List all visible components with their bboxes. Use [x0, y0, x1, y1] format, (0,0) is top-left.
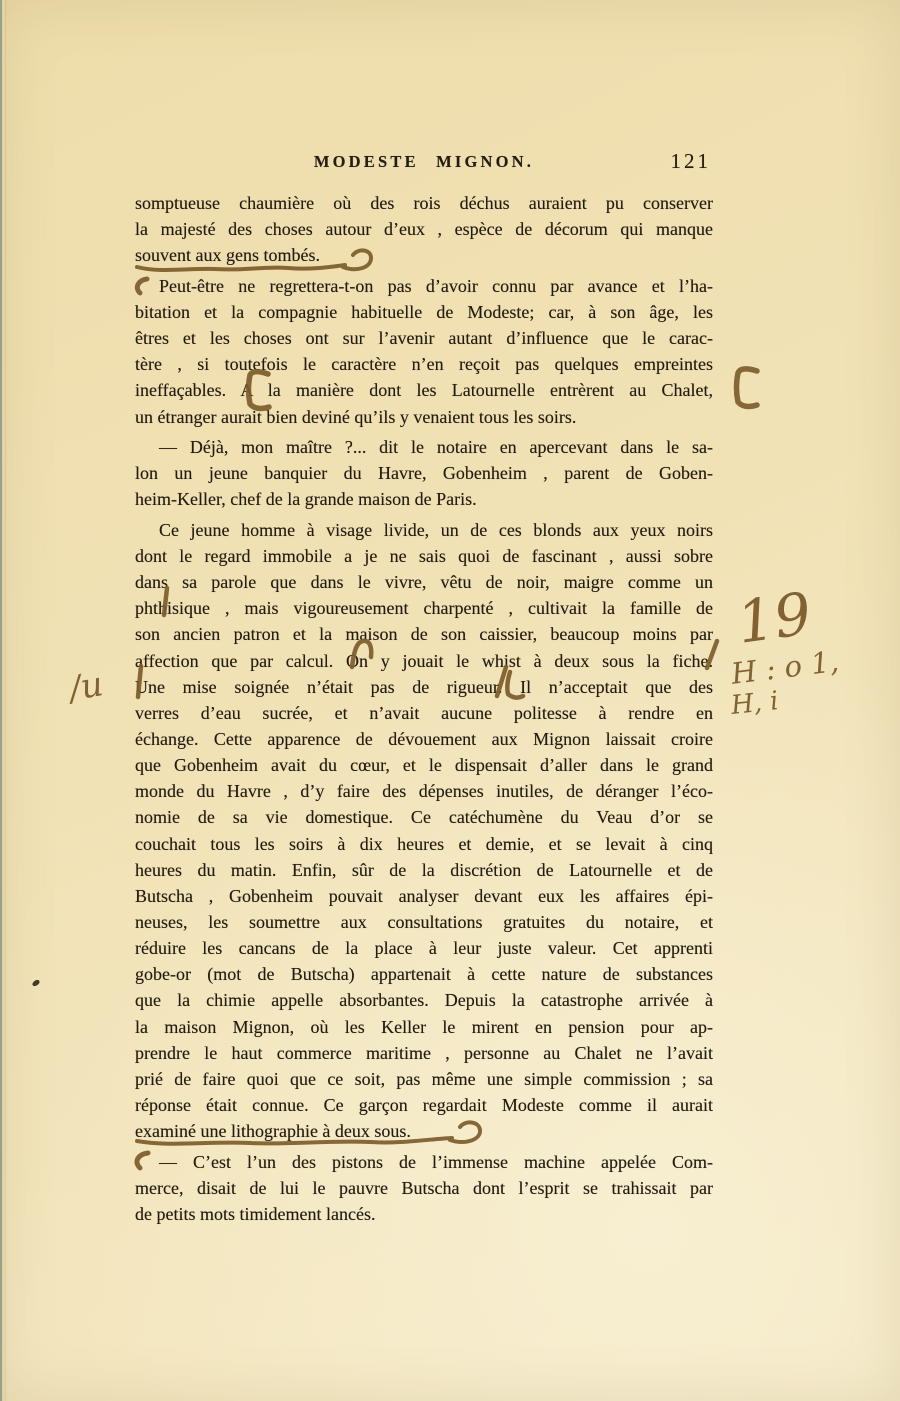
text-line: un étranger aurait bien deviné qu’ils y venaient tous les soirs. — [135, 406, 577, 427]
paragraph-4 — [135, 517, 713, 1144]
text-line: examiné une lithographie à deux sous. — [135, 1121, 411, 1142]
margin-note-19: 19 — [732, 579, 816, 657]
text-line: dont le regard immobile a je ne sais quoi de fascinant , aussi sobre — [135, 546, 713, 566]
text-line: êtres et les choses ont sur l’avenir autant d’influence que le carac- — [135, 328, 713, 349]
text-line: réponse était connue. Ce garçon regardait Modeste comme il aurait — [135, 1094, 713, 1115]
paragraph-3 — [135, 434, 713, 512]
text-line: la majesté des choses autour d’eux , espèce de décorum qui manque — [135, 219, 713, 240]
text-line: de petits mots timidement lancés. — [135, 1203, 376, 1224]
text-line: heures du matin. Enfin, sûr de la discrétion de Latournelle et de — [135, 859, 713, 880]
text-line: son ancien patron et la maison de son caissier, beaucoup moins par — [135, 624, 713, 645]
text-line: réduire les cancans de la place à leur juste valeur. Cet apprenti — [135, 938, 713, 959]
text-line: somptueuse chaumière où des rois déchus auraient pu conserver — [135, 193, 713, 213]
text-line: — C’est l’un des pistons de l’immense machine appelée Com- — [159, 1151, 713, 1172]
margin-note-h-i: H, i — [729, 686, 780, 721]
text-line: Butscha , Gobenheim pouvait analyser devant eux les affaires épi- — [135, 885, 713, 906]
text-line: Une mise soignée n’était pas de rigueur. Il n’acceptait que des — [135, 676, 713, 697]
text-block — [135, 190, 713, 1231]
text-line: couchait tous les soirs à dix heures et demie, et se levait à cinq — [135, 833, 713, 854]
text-line: souvent aux gens tombés. — [135, 245, 320, 266]
text-line: phthisique , mais vigoureusement charpenté , cultivait la famille de — [135, 598, 713, 619]
text-line: ineffaçables. A la manière dont les Latournelle entrèrent au Chalet, — [135, 380, 713, 401]
page-header — [135, 149, 713, 178]
text-line: que Gobenheim avait du cœur, et le dispensait d’aller dans le grand — [135, 755, 713, 776]
text-line: la maison Mignon, où les Keller le mirent en pension pour ap- — [135, 1016, 713, 1037]
text-line: affection que par calcul. On y jouait le whist à deux sous la fiche. — [135, 650, 713, 671]
paragraph-5 — [135, 1149, 713, 1227]
text-line: heim-Keller, chef de la grande maison de Paris. — [135, 489, 477, 510]
margin-note-h-o-1: H : o 1, — [729, 643, 841, 691]
text-line: neuses, les soumettre aux consultations gratuites du notaire, et — [135, 911, 713, 932]
page-number: 121 — [670, 149, 711, 173]
text-line: monde du Havre , d’y faire des dépenses inutiles, de déranger l’éco- — [135, 781, 713, 802]
text-line: prié de faire quoi que ce soit, pas même une simple commission ; sa — [135, 1068, 713, 1089]
text-line: lon un jeune banquier du Havre, Gobenheim , parent de Goben- — [135, 463, 713, 484]
text-line: que la chimie appelle absorbantes. Depuis la catastrophe arrivée à — [135, 990, 713, 1011]
insert-bracket-margin — [737, 369, 758, 407]
text-line: bitation et la compagnie habituelle de Modeste; car, à son âge, les — [135, 301, 713, 322]
paragraph-1 — [135, 190, 713, 268]
ink-speck — [31, 979, 40, 988]
text-line: gobe-or (mot de Butscha) appartenait à cette nature de substances — [135, 964, 713, 985]
text-line: — Déjà, mon maître ?... dit le notaire en apercevant dans le sa- — [159, 437, 713, 458]
text-line: verres d’eau sucrée, et n’avait aucune politesse à rendre en — [135, 702, 713, 723]
text-line: échange. Cette apparence de dévouement aux Mignon laissait croire — [135, 728, 713, 749]
text-line: merce, disait de lui le pauvre Butscha dont l’esprit se trahissait par — [135, 1177, 713, 1198]
text-line: Peut-être ne regrettera-t-on pas d’avoir connu par avance et l’ha- — [159, 275, 713, 296]
text-line: nomie de sa vie domestique. Ce catéchumène du Veau d’or se — [135, 807, 713, 828]
text-line: tère , si toutefois le caractère n’en reçoit pas quelques empreintes — [135, 354, 713, 375]
text-line: dans sa parole que dans le vivre, vêtu de noir, maigre comme un — [135, 572, 713, 593]
text-line: Ce jeune homme à visage livide, un de ces blonds aux yeux noirs — [159, 519, 713, 540]
running-title: MODESTE MIGNON. — [313, 152, 535, 171]
margin-note-left-u: /u — [66, 664, 107, 710]
scan-left-edge — [0, 0, 7, 1401]
paragraph-2 — [135, 273, 713, 430]
text-line: prendre le haut commerce maritime , personne au Chalet ne l’avait — [135, 1042, 713, 1063]
